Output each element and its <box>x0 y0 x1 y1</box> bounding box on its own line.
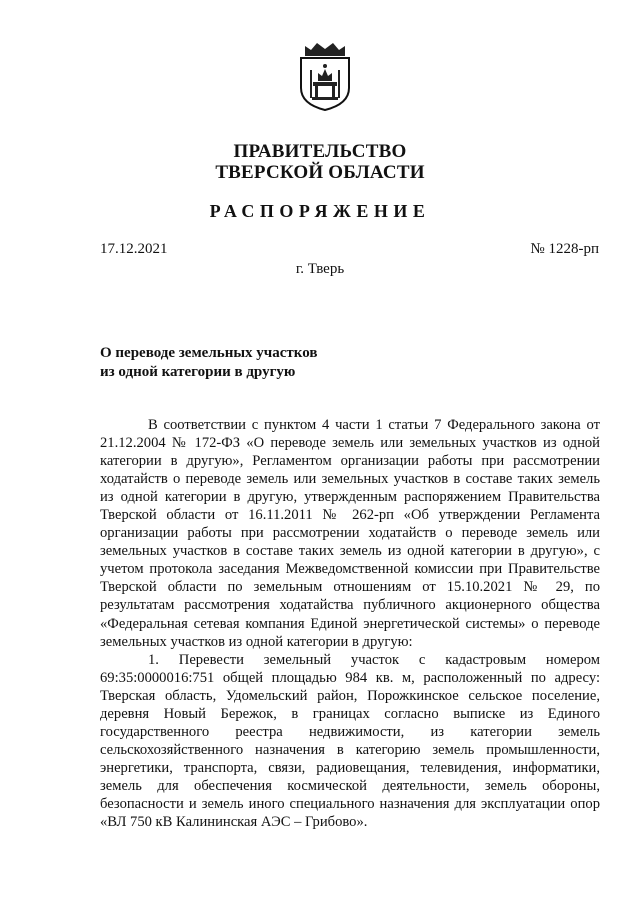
tver-coat-of-arms-icon <box>297 40 353 112</box>
document-city: г. Тверь <box>295 261 345 277</box>
subject-line2: из одной категории в другую <box>100 364 296 380</box>
document-date: 17.12.2021 <box>100 241 168 257</box>
document-type: РАСПОРЯЖЕНИЕ <box>209 201 431 221</box>
government-name-line2: ТВЕРСКОЙ ОБЛАСТИ <box>215 162 425 183</box>
body-paragraph-item-1: 1. Перевести земельный участок с кадастровым номером 69:35:0000016:751 общей площадью 984 кв. м, расположенный по адресу: Тверская область, Удомельский район, Порожкинское сельское поселение, деревня Новый Бережок, в границах согласно выписке из Единого государственного реестра недвижимости, из категории земель сельскохозяйственного назначения в категорию земель промышленности, энергетики, транспорта, связи, радиовещания, телевидения, информатики, земель для обеспечения космической деятельности, земель обороны, безопасности и земель иного специального назначения для эксплуатации опор «ВЛ 750 кВ Калининская АЭС – Грибово». <box>100 651 600 831</box>
document-number: № 1228-рп <box>530 241 599 257</box>
document-subject <box>100 344 317 382</box>
document-body <box>100 416 600 831</box>
subject-line1: О переводе земельных участков <box>100 345 318 361</box>
government-name-line1: ПРАВИТЕЛЬСТВО <box>233 141 407 162</box>
body-paragraph-preamble: В соответствии с пунктом 4 части 1 статьи 7 Федерального закона от 21.12.2004 № 172-ФЗ «О переводе земель или земельных участков из одной категории в другую», Регламентом организации работы при рассмотрении ходатайств о переводе земель или земельных участков в составе таких земель из одной категории в другую, утвержденным распоряжением Правительства Тверской области от 16.11.2011 № 262-рп «Об утверждении Регламента организации работы при рассмотрении ходатайств о переводе земель или земельных участков в составе таких земель из одной категории в другую», с учетом протокола заседания Межведомственной комиссии при Правительстве Тверской области по земельным отношениям от 15.10.2021 № 29, по результатам рассмотрения ходатайства публичного акционерного общества «Федеральная сетевая компания Единой энергетической системы» о переводе земельных участков из одной категории в другую: <box>100 417 600 650</box>
